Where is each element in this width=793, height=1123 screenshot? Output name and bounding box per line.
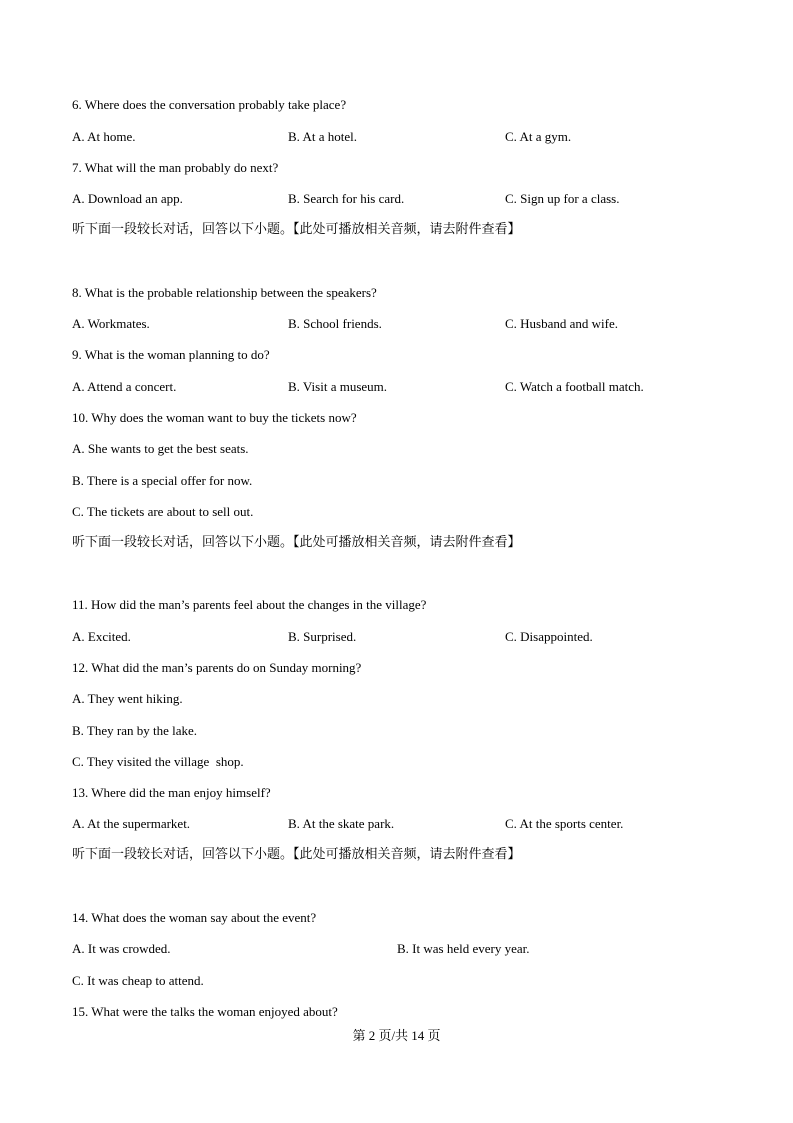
question-14-option-c: C. It was cheap to attend. bbox=[72, 973, 204, 988]
question-12-option-b: B. They ran by the lake. bbox=[72, 723, 198, 738]
question-13-option-a: A. At the supermarket. bbox=[72, 816, 191, 831]
question-6-option-a: A. At home. bbox=[72, 129, 136, 144]
question-12-option-a: A. They went hiking. bbox=[72, 691, 183, 706]
listening-instruction-1: 听下面一段较长对话，回答以下小题。【此处可播放相关音频，请去附件查看】 bbox=[72, 222, 521, 237]
question-10-option-c: C. The tickets are about to sell out. bbox=[72, 504, 254, 519]
question-10: 10. Why does the woman want to buy the tickets now? bbox=[72, 410, 357, 425]
listening-instruction-3: 听下面一段较长对话，回答以下小题。【此处可播放相关音频，请去附件查看】 bbox=[72, 847, 521, 862]
question-13: 13. Where did the man enjoy himself? bbox=[72, 785, 271, 800]
question-8-option-b: B. School friends. bbox=[288, 316, 382, 331]
question-11: 11. How did the man’s parents feel about the changes in the village? bbox=[72, 597, 427, 612]
question-11-option-c: C. Disappointed. bbox=[505, 629, 593, 644]
question-9: 9. What is the woman planning to do? bbox=[72, 347, 270, 362]
question-7: 7. What will the man probably do next? bbox=[72, 160, 279, 175]
question-13-option-c: C. At the sports center. bbox=[505, 816, 624, 831]
question-6-option-c: C. At a gym. bbox=[505, 129, 572, 144]
question-13-option-b: B. At the skate park. bbox=[288, 816, 395, 831]
page-number: 第 2 页/共 14 页 bbox=[352, 1028, 441, 1043]
question-8-option-c: C. Husband and wife. bbox=[505, 316, 619, 331]
question-7-option-c: C. Sign up for a class. bbox=[505, 191, 620, 206]
question-6-option-b: B. At a hotel. bbox=[288, 129, 357, 144]
question-11-option-b: B. Surprised. bbox=[288, 629, 357, 644]
question-14-option-b: B. It was held every year. bbox=[397, 941, 530, 956]
question-9-option-c: C. Watch a football match. bbox=[505, 379, 644, 394]
question-11-option-a: A. Excited. bbox=[72, 629, 131, 644]
question-7-option-a: A. Download an app. bbox=[72, 191, 183, 206]
question-12-option-c: C. They visited the village shop. bbox=[72, 754, 244, 769]
question-10-option-a: A. She wants to get the best seats. bbox=[72, 441, 249, 456]
question-9-option-a: A. Attend a concert. bbox=[72, 379, 177, 394]
listening-instruction-2: 听下面一段较长对话，回答以下小题。【此处可播放相关音频，请去附件查看】 bbox=[72, 535, 521, 550]
question-14: 14. What does the woman say about the event? bbox=[72, 910, 317, 925]
question-6: 6. Where does the conversation probably take place? bbox=[72, 97, 347, 112]
question-12: 12. What did the man’s parents do on Sunday morning? bbox=[72, 660, 362, 675]
question-15: 15. What were the talks the woman enjoyed about? bbox=[72, 1004, 338, 1019]
question-7-option-b: B. Search for his card. bbox=[288, 191, 405, 206]
question-8: 8. What is the probable relationship between the speakers? bbox=[72, 285, 377, 300]
question-8-option-a: A. Workmates. bbox=[72, 316, 150, 331]
question-14-option-a: A. It was crowded. bbox=[72, 941, 171, 956]
question-10-option-b: B. There is a special offer for now. bbox=[72, 473, 253, 488]
question-9-option-b: B. Visit a museum. bbox=[288, 379, 388, 394]
